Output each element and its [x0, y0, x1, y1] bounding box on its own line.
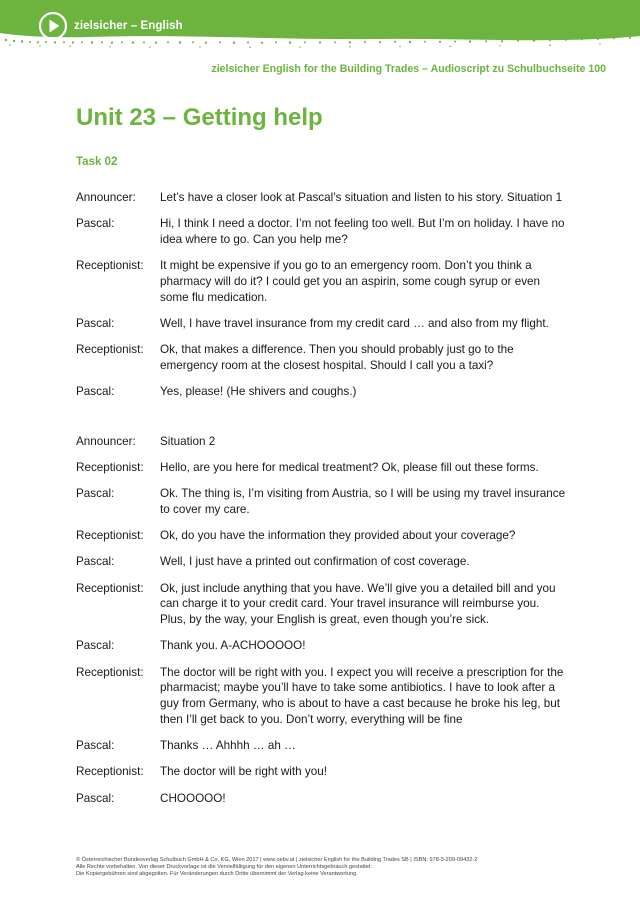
speaker-name: Pascal:: [76, 217, 115, 231]
dialogue-text: Let’s have a closer look at Pascal’s situation and listen to his story. Situation 1: [160, 191, 563, 204]
dialogue-row: [76, 316, 566, 332]
speaker-name: Pascal:: [76, 639, 115, 653]
speaker-name: Pascal:: [76, 791, 115, 805]
dialogue-row: [76, 434, 566, 450]
dialogue-text: Hi, I think I need a doctor. I’m not feeling too well. But I’m on holiday. I have no idea where to go. Can you help me?: [160, 217, 565, 246]
dialogue-text: CHOOOOO!: [160, 791, 226, 805]
dialogue-text: The doctor will be right with you!: [160, 765, 327, 779]
dialogue-text: Yes, please! (He shivers and coughs.): [160, 385, 357, 399]
brand-name: zielsicher – English: [74, 20, 183, 32]
dialogue-row: [76, 384, 566, 400]
dialogue-row: [76, 764, 566, 780]
dialogue-text: It might be expensive if you go to an emergency room. Don’t you think a pharmacy will do it? I could get you an aspirin, some cough syrup or even some flu medication.: [160, 259, 541, 304]
dialogue-row: [76, 460, 566, 476]
dialogue-row: [76, 738, 566, 754]
dialogue-text: Ok, that makes a difference. Then you should probably just go to the emergency room at the closest hospital. Should I call you a taxi?: [160, 343, 514, 372]
footer-line: Alle Rechte vorbehalten. Von dieser Druckvorlage ist die Vervielfältigung für den eigenen Unterrichtsgebrauch gestattet.: [76, 864, 373, 871]
dialogue-row: [76, 665, 566, 728]
play-icon: [38, 11, 68, 41]
dialogue-row: [76, 791, 566, 807]
speaker-name: Announcer:: [76, 191, 136, 204]
dialogue-text: Situation 2: [160, 434, 216, 448]
dialogue-row: [76, 486, 566, 518]
dialogue-text: Well, I have travel insurance from my credit card … and also from my flight.: [160, 316, 549, 330]
copyright-footer: [76, 857, 576, 879]
speaker-name: Receptionist:: [76, 343, 144, 357]
dialogue-text: Ok. The thing is, I’m visiting from Austria, so I will be using my travel insurance to cover my care.: [160, 487, 566, 517]
dialogue-row: [76, 258, 566, 305]
speaker-name: Pascal:: [76, 487, 115, 501]
speaker-name: Receptionist:: [76, 461, 144, 475]
dialogue-row: [76, 638, 566, 654]
dialogue-row: [76, 581, 566, 628]
dialogue-row: [76, 342, 566, 374]
task-label: Task 02: [76, 156, 118, 168]
dialogue-text: Thanks … Ahhhh … ah …: [160, 739, 296, 753]
speaker-name: Receptionist:: [76, 765, 144, 779]
brand-logo: [38, 10, 183, 42]
speaker-name: Receptionist:: [76, 259, 144, 273]
dialogue-row: [76, 528, 566, 544]
speaker-name: Receptionist:: [76, 665, 144, 679]
speaker-name: Pascal:: [76, 316, 115, 330]
speaker-name: Receptionist:: [76, 529, 144, 543]
speaker-name: Pascal:: [76, 739, 115, 753]
document-header: zielsicher English for the Building Trades – Audioscript zu Schulbuchseite 100: [211, 63, 606, 75]
dialogue-text: Ok, do you have the information they provided about your coverage?: [160, 529, 516, 543]
dialogue-row: [76, 216, 566, 248]
dialogue-text: The doctor will be right with you. I expect you will receive a prescription for the pharmacist; maybe you’ll have to take some antibiotics. I have to look after a guy from Germany, who is about to have a cast because he broke his leg, but then I’ll get back to you. Don’t worry, everything will be fine: [160, 665, 564, 727]
speaker-name: Announcer:: [76, 434, 136, 448]
dialogue-text: Thank you. A-ACHOOOOO!: [160, 639, 306, 653]
dialogue-text: Well, I just have a printed out confirmation of cost coverage.: [160, 555, 470, 569]
dialogue-text: Ok, just include anything that you have. We’ll give you a detailed bill and you can charge it to your credit card. Your travel insurance will reimburse you. Plus, by the way, your English is great, even though you’re sick.: [160, 581, 556, 627]
footer-line: Die Kopiergebühren sind abgegolten. Für Veränderungen durch Dritte übernimmt der Verlag keine Verantwortung.: [76, 871, 358, 878]
dialogue-row: [76, 190, 566, 206]
speaker-name: Pascal:: [76, 555, 115, 569]
dialogue-text: Hello, are you here for medical treatment? Ok, please fill out these forms.: [160, 461, 539, 475]
footer-line: © Österreichischer Bundesverlag Schulbuch GmbH & Co. KG, Wien 2017 | www.oebv.at | zielsicher English for the Building Trades SB | ISBN: 978-3-209-09432-2: [76, 857, 478, 863]
speaker-name: Pascal:: [76, 385, 115, 399]
page-title: Unit 23 – Getting help: [76, 104, 323, 131]
audioscript: [76, 190, 566, 817]
speaker-name: Receptionist:: [76, 581, 144, 595]
dialogue-row: [76, 554, 566, 570]
